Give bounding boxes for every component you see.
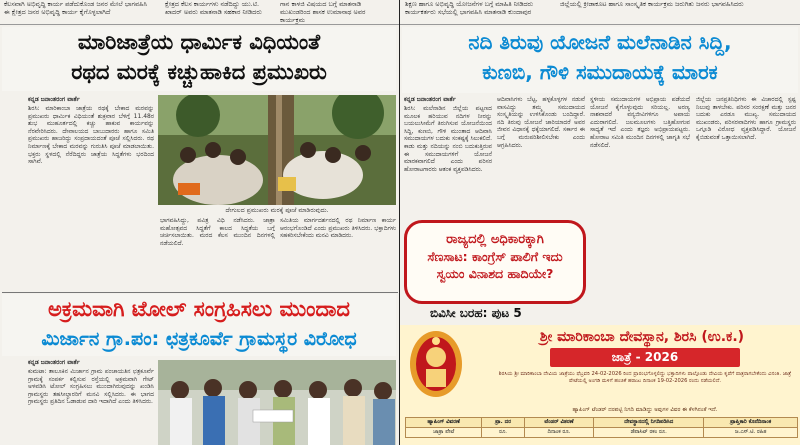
story-divider bbox=[2, 292, 398, 293]
story1-body-bottom-b: ಸಮಿತಿಯ ಮಾರ್ಗದರ್ಶನದಲ್ಲಿ ರಥ ನಿರ್ಮಾಣ ಕಾರ್ಯ ಆರಂಭಗೊಂಡಿದೆ ಎಂದು ಪ್ರಮುಖರು ತಿಳಿಸಿದರು. ಭಕ್ತಾದಿಗಳು ಸಹಕರಿಸಬೇಕೆಂದು ಮನವಿ ಮಾಡಿದರು. bbox=[280, 217, 396, 240]
tender-cell: ಜಾತ್ರಾ ಪೇಟೆ bbox=[406, 428, 482, 438]
story3-col-d: ಜಿಲ್ಲೆಯ ಜನಪ್ರತಿನಿಧಿಗಳು ಈ ವಿಚಾರದಲ್ಲಿ ಸ್ಪಷ್ಟ ನಿಲುವು ತಾಳಬೇಕು. ಪರಿಸರ ಸಂರಕ್ಷಣೆ ಮತ್ತು ಜನರ ಬದುಕು ಎರಡೂ ಮುಖ್ಯ. ಸಮುದಾಯದ ಮುಖಂಡರು, ಪರಿಸರವಾದಿಗಳು ಹಾಗೂ ಗ್ರಾಮಸ್ಥರು ಒಗ್ಗೂಡಿ ವಿರೋಧ ವ್ಯಕ್ತಪಡಿಸಿದ್ದಾರೆ. ಯೋಜನೆ ಕೈಬಿಡುವಂತೆ ಒತ್ತಾಯಿಸಲಾಗಿದೆ. bbox=[696, 96, 796, 141]
ad-text: ಶಿರಸಿಯ ಶ್ರೀ ಮಾರಿಕಾಂಬಾ ದೇವಿಯ ಜಾತ್ರೆಯು ಫೆಬ್ರವರಿ 24-02-2026 ರಿಂದ ಪ್ರಾರಂಭಗೊಳ್ಳಲಿದ್ದು ಭಕ್ತಾದಿಗಳು ಪಾಲ್ಗೊಂಡು ದೇವಿಯ ಕೃಪೆಗೆ ಪಾತ್ರರಾಗಬೇಕೆಂದು ವಿನಂತಿ. ಜಾತ್ರೆ ಪೇಟೆಯಲ್ಲಿ ಅಂಗಡಿ ಮಳಿಗೆ ಹಂಚಿಕೆ ಹರಾಜು ದಿನಾಂಕ 19-02-2026 ರಂದು ನಡೆಯಲಿದೆ. bbox=[498, 371, 792, 384]
promo-line2: ಸೆಣಸಾಟ: ಕಾಂಗ್ರೆಸ್ ಪಾಲಿಗೆ ಇದು bbox=[427, 249, 563, 264]
tender-table bbox=[405, 417, 798, 438]
story2-dateline: ಕನ್ನಡ ಜನಾಂತರಂಗ ವಾರ್ತೆ bbox=[28, 359, 80, 366]
tender-header-cell: ಟೆಂಡರ್ ವಿತರಣೆ bbox=[524, 418, 594, 428]
goddess-emblem-icon bbox=[408, 329, 464, 399]
tender-header-cell: ದೇವಸ್ಥಾನದಲ್ಲಿ ನಿಗದಿಪಡಿಸಿದ bbox=[594, 418, 704, 428]
story1-headline-box bbox=[2, 27, 396, 91]
story1-headline-line1: ಮಾರಿಜಾತ್ರೆಯ ಧಾರ್ಮಿಕ ವಿಧಿಯಂತೆ bbox=[77, 30, 321, 54]
tender-table-header bbox=[406, 418, 798, 428]
story1-headline-line2: ರಥದ ಮರಕ್ಕೆ ಕಚ್ಚುಹಾಕಿದ ಪ್ರಮುಖರು bbox=[71, 60, 327, 84]
tender-header-cell: ಹ್ಯಾಪಿಂಗ್ ವಿವರಣೆ bbox=[406, 418, 482, 428]
story2-body: ಕುಮಟಾ: ತಾಲೂಕಿನ ಮಿರ್ಜಾನ ಗ್ರಾಮ ಪಂಚಾಯತಿನ ಛತ್ರಕೂರ್ವೆ ಗ್ರಾಮಕ್ಕೆ ಸಂಪರ್ಕ ಕಲ್ಪಿಸುವ ರಸ್ತೆಯಲ್ಲಿ ಅಕ್ರಮವಾಗಿ ಗೇಟ್ ಅಳವಡಿಸಿ ಟೋಲ್ ಸಂಗ್ರಹಿಸಲು ಮುಂದಾಗಿರುವುದನ್ನು ಖಂಡಿಸಿ ಗ್ರಾಮಸ್ಥರು ತಹಸೀಲ್ದಾರರಿಗೆ ಮನವಿ ಸಲ್ಲಿಸಿದರು. ಈ ಭಾಗದ ಗ್ರಾಮಸ್ಥರು ಪ್ರತಿದಿನ ಓಡಾಡುವ ದಾರಿ ಇದಾಗಿದೆ ಎಂದು ತಿಳಿಸಿದರು. bbox=[28, 368, 154, 406]
ad-tender-line: ಹ್ಯಾಪಿಂಗ್ ಟೆಂಡರ್ ದರಪಟ್ಟಿ ನಿಗದಿ ಮಾಡಿದ್ದು ಅವುಗಳ ವಿವರ ಈ ಕೆಳಗಿನಂತೆ ಇದೆ. bbox=[572, 407, 718, 413]
top-divider bbox=[0, 24, 800, 25]
story2-headline-line2: ಮಿರ್ಜಾನ ಗ್ರಾ.ಪಂ: ಛತ್ರಕೂರ್ವೆ ಗ್ರಾಮಸ್ಥರ ವಿರೋಧ bbox=[41, 328, 357, 350]
story3-col-a: ಶಿರಸಿ: ಮಲೆನಾಡಿನ ಜಿಲ್ಲೆಯ ಪಟ್ಟಣದ ಮೂಲಕ ಹರಿಯುವ ನದಿಗಳ ನೀರನ್ನು ಬಯಲುಸೀಮೆಗೆ ತಿರುಗಿಸುವ ಯೋಜನೆಯಿಂದ ಸಿದ್ದಿ, ಕುಣಬಿ, ಗೌಳಿ ಮುಂತಾದ ಆದಿವಾಸಿ ಸಮುದಾಯಗಳ ಬದುಕು ಸಂಕಷ್ಟಕ್ಕೆ ಸಿಲುಕಲಿದೆ. ಕಾಡು ಮತ್ತು ನದಿಯನ್ನು ನಂಬಿ ಬದುಕುತ್ತಿರುವ ಈ ಸಮುದಾಯಗಳಿಗೆ ಯೋಜನೆ ಮಾರಕವಾಗಲಿದೆ ಎಂದು ಪರಿಸರ ಹೋರಾಟಗಾರರು ಆತಂಕ ವ್ಯಕ್ತಪಡಿಸಿದರು. bbox=[404, 105, 492, 173]
promo-line1: ರಾಜ್ಯದಲ್ಲಿ ಅಧಿಕಾರಕ್ಕಾಗಿ bbox=[446, 232, 544, 247]
top-snippet-1: ಕೆಲಸವಾಗಿ ಅಭಿವೃದ್ಧಿ ಕಾರ್ಯ ಪಡೆದುಕೊಂಡ ಜನರ ಮೇಲೆ ಭಾಗವಹಿಸಿ ಈ ಕ್ಷೇತ್ರದ ಜನರ ಅಭಿವೃದ್ಧಿ ಕಾರ್ಯ ಕೈಗೊಳ್ಳಲಾಗಿದೆ bbox=[4, 0, 148, 16]
top-snippet-5: ಜಿಲ್ಲೆಯಲ್ಲಿ ಕ್ರೀಡಾಕೂಟ ಹಾಗೂ ಸಾಂಸ್ಕೃತಿಕ ಕಾರ್ಯಕ್ರಮ ಜರುಗಿತು ಜನರು ಭಾಗವಹಿಸಿದರು bbox=[560, 0, 744, 8]
promo-callout[interactable] bbox=[404, 220, 586, 304]
story1-body-left: ಶಿರಸಿ: ಮಾರಿಕಾಂಬಾ ಜಾತ್ರೆಯ ರಥಕ್ಕೆ ಬೇಕಾದ ಮರವನ್ನು ಪ್ರಮುಖರು ಧಾರ್ಮಿಕ ವಿಧಿಯಂತೆ ಶುಕ್ರವಾರ ಬೆಳಿಗ್ಗೆ 11.48ರ ಶುಭ ಮುಹೂರ್ತದಲ್ಲಿ ಕಚ್ಚು ಹಾಕುವ ಕಾರ್ಯವನ್ನು ನೆರವೇರಿಸಿದರು. ದೇವಾಲಯದ ಬಾಬುದಾರರು ಹಾಗೂ ಸಮಿತಿ ಪ್ರಮುಖರು ಹಾಜರಿದ್ದು ಸಂಪ್ರದಾಯದಂತೆ ಪೂಜೆ ಸಲ್ಲಿಸಿದರು. ರಥ ನಿರ್ಮಾಣಕ್ಕೆ ಬೇಕಾದ ಮರವನ್ನು ಗುರುತಿಸಿ ಪೂಜೆ ಮಾಡಲಾಯಿತು. ಭಕ್ತರು ಸ್ಥಳದಲ್ಲಿ ನೆರೆದಿದ್ದರು ಜಾತ್ರೆಯ ಸಿದ್ಧತೆಗಳು ಭರದಿಂದ ಸಾಗಿವೆ. bbox=[28, 105, 154, 166]
tender-header-cell: ಪ್ರಾ. ದರ bbox=[482, 418, 524, 428]
ad-band: ಜಾತ್ರೆ - 2026 bbox=[550, 348, 740, 367]
tender-cell: ರೂ. bbox=[482, 428, 524, 438]
top-snippet-4: ಶಿಕ್ಷಣ ಹಾಗೂ ಅಭಿವೃದ್ಧಿ ಯೋಜನೆಗಳ ಬಗ್ಗೆ ಮಾಹಿತಿ ನೀಡಿದರು ಕಾರ್ಯಕರ್ತರು ಸಭೆಯಲ್ಲಿ ಭಾಗವಹಿಸಿ ಮಾತನಾಡಿ ಕುಂದಾಪುರ bbox=[405, 0, 534, 16]
forest-ritual-photo bbox=[158, 95, 396, 205]
table-row bbox=[406, 428, 798, 438]
story1-body-bottom-a: ಭಾಗವಹಿಸಿದ್ದು, ಪವಿತ್ರ ವಿಧಿ ನಡೆಸಿದರು. ಜಾತ್ರಾ ಮಹೋತ್ಸವದ ಸಿದ್ಧತೆಗೆ ಕಾಲದ ಸಿದ್ಧತೆಯ ಬಗ್ಗೆ ಚರ್ಚಿಸಲಾಯಿತು. ಮರದ ಕೆಲಸ ಮುಂದಿನ ದಿನಗಳಲ್ಲಿ ನಡೆಯಲಿದೆ. bbox=[160, 217, 275, 247]
story3-headline-line1: ನದಿ ತಿರುವು ಯೋಜನೆ ಮಲೆನಾಡಿನ ಸಿದ್ದಿ, bbox=[468, 30, 732, 54]
tender-cell: ದಿನಾಂಕ ರೂ. bbox=[524, 428, 594, 438]
story2-headline-line1: ಅಕ್ರಮವಾಗಿ ಟೋಲ್ ಸಂಗ್ರಹಿಸಲು ಮುಂದಾದ bbox=[48, 297, 350, 321]
story3-headline-line2: ಕುಣಬಿ, ಗೌಳಿ ಸಮುದಾಯಕ್ಕೆ ಮಾರಕ bbox=[482, 60, 718, 84]
promo-byline: ಬಿವಿಸೀ ಬರಹ: ಪುಟ 5 bbox=[430, 306, 522, 320]
promo-line3: ಸ್ವಯಂ ವಿನಾಶದ ಹಾದಿಯೇ? bbox=[436, 266, 554, 281]
story3-col-c: ಸ್ಥಳೀಯ ಸಮುದಾಯಗಳ ಅಭಿಪ್ರಾಯ ಪಡೆಯದೆ ಯೋಜನೆ ಕೈಗೊಳ್ಳುವುದು ಸರಿಯಲ್ಲ. ಅರಣ್ಯ ನಾಶವಾದರೆ ವನ್ಯಜೀವಿಗಳಿಗೂ ಅಪಾಯ ಎದುರಾಗಲಿದೆ. ಜಲಮೂಲಗಳು ಬತ್ತಿಹೋಗುವ ಸಾಧ್ಯತೆ ಇದೆ ಎಂದು ತಜ್ಞರು ಅಭಿಪ್ರಾಯಪಟ್ಟರು. ಹೋರಾಟ ಸಮಿತಿ ಮುಂದಿನ ದಿನಗಳಲ್ಲಿ ಜಾಗೃತಿ ಸಭೆ ನಡೆಸಲಿದೆ. bbox=[590, 96, 690, 149]
story3-col-b: ಆದಿವಾಸಿಗಳು ಬೆಟ್ಟ, ಹಳ್ಳಕೊಳ್ಳಗಳ ನಡುವೆ ವಾಸವಿದ್ದು ತಮ್ಮ ಸಮುದಾಯದ ಸಂಸ್ಕೃತಿಯನ್ನು ಉಳಿಸಿಕೊಂಡು ಬಂದಿದ್ದಾರೆ. ನದಿ ತಿರುವು ಯೋಜನೆ ಜಾರಿಯಾದರೆ ಅವರ ಜೀವನ ವಿಧಾನಕ್ಕೆ ಧಕ್ಕೆಯಾಗಲಿದೆ. ಸರ್ಕಾರ ಈ ಬಗ್ಗೆ ಮರುಪರಿಶೀಲಿಸಬೇಕು ಎಂದು ಆಗ್ರಹಿಸಿದರು. bbox=[497, 96, 585, 149]
top-snippet-3: ಗಾನ ಕಾಳಜಿ ವಿಷಯದ ಬಗ್ಗೆ ಮಾತನಾಡಿ ಮುಖಂಡರಿಂದ ಶಾಸಕ ಉಮಾನಾಥ ಅವರ ಕಾರ್ಯಕ್ರಮ bbox=[280, 0, 366, 24]
story2-photo bbox=[158, 360, 396, 445]
story1-dateline: ಕನ್ನಡ ಜನಾಂತರಂಗ ವಾರ್ತೆ bbox=[28, 96, 80, 103]
ad-title: ಶ್ರೀ ಮಾರಿಕಾಂಬಾ ದೇವಸ್ಥಾನ, ಶಿರಸಿ (ಉ.ಕ.) bbox=[539, 329, 745, 345]
story3-dateline: ಕನ್ನಡ ಜನಾಂತರಂಗ ವಾರ್ತೆ bbox=[404, 96, 456, 103]
story2-headline-box bbox=[2, 294, 396, 356]
top-snippet-2: ಕ್ಷೇತ್ರದ ಕೆಲಸ ಕಾರ್ಯಗಳು ನಡೆದಿದ್ದು ಯು.ಟಿ. ಖಾದರ್ ಅವರು ಮಾತನಾಡಿ ಸಹಕಾರ ನೀಡಿದರು bbox=[165, 0, 262, 16]
story1-photo-caption: ದೇಗುಲದ ಪ್ರಮುಖರು ಮರಕ್ಕೆ ಪೂಜೆ ಮಾಡಿರುವುದು. bbox=[225, 207, 329, 214]
temple-fair-advertisement bbox=[400, 325, 800, 445]
tender-header-cell: ಪ್ರಾಪ್ತಿಕಾರಿ ಕೊನೆದಿನಾಂಕ bbox=[704, 418, 798, 428]
story1-photo bbox=[158, 95, 396, 205]
story3-headline-box bbox=[402, 27, 798, 93]
villagers-petition-photo bbox=[158, 360, 396, 445]
tender-cell: ಜ.ಎಸ್.ಟಿ. ರಹಿತ bbox=[704, 428, 798, 438]
tender-cell: ಡೆಪಾಸಿಟ್ ರಕಂ ರೂ. bbox=[594, 428, 704, 438]
